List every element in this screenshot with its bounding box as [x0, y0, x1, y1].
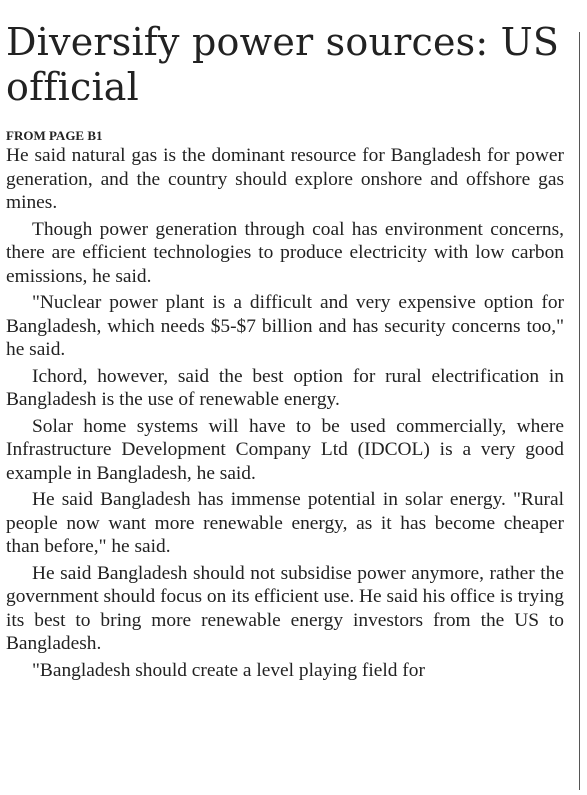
paragraph: He said Bangladesh should not subsidise power anymore, rather the government should focus on its efficient use. He said his office is trying its best to bring more renewable energy investors from the US to Bangladesh. [6, 562, 564, 654]
column-rule [579, 32, 580, 790]
paragraph: "Bangladesh should create a level playing field for [32, 659, 425, 681]
paragraph: He said natural gas is the dominant resource for Bangladesh for power generation, and the country should explore onshore and offshore gas mines. [6, 145, 564, 213]
paragraph: "Nuclear power plant is a difficult and very expensive option for Bangladesh, which needs $5-$7 billion and has security concerns too," he said. [6, 292, 564, 360]
article [6, 20, 564, 685]
jump-line: FROM PAGE B1 [6, 128, 103, 143]
headline: Diversify power sources: US official [6, 20, 560, 109]
paragraph: Ichord, however, said the best option for rural electrification in Bangladesh is the use of renewable energy. [6, 365, 564, 410]
article-body [6, 144, 564, 682]
paragraph: Solar home systems will have to be used commercially, where Infrastructure Development Company Ltd (IDCOL) is a very good example in Bangladesh, he said. [6, 415, 564, 484]
paragraph: He said Bangladesh has immense potential in solar energy. "Rural people now want more renewable energy, as it has become cheaper than before," he said. [6, 489, 564, 557]
paragraph: Though power generation through coal has environment concerns, there are efficient technologies to produce electricity with low carbon emissions, he said. [6, 218, 564, 287]
